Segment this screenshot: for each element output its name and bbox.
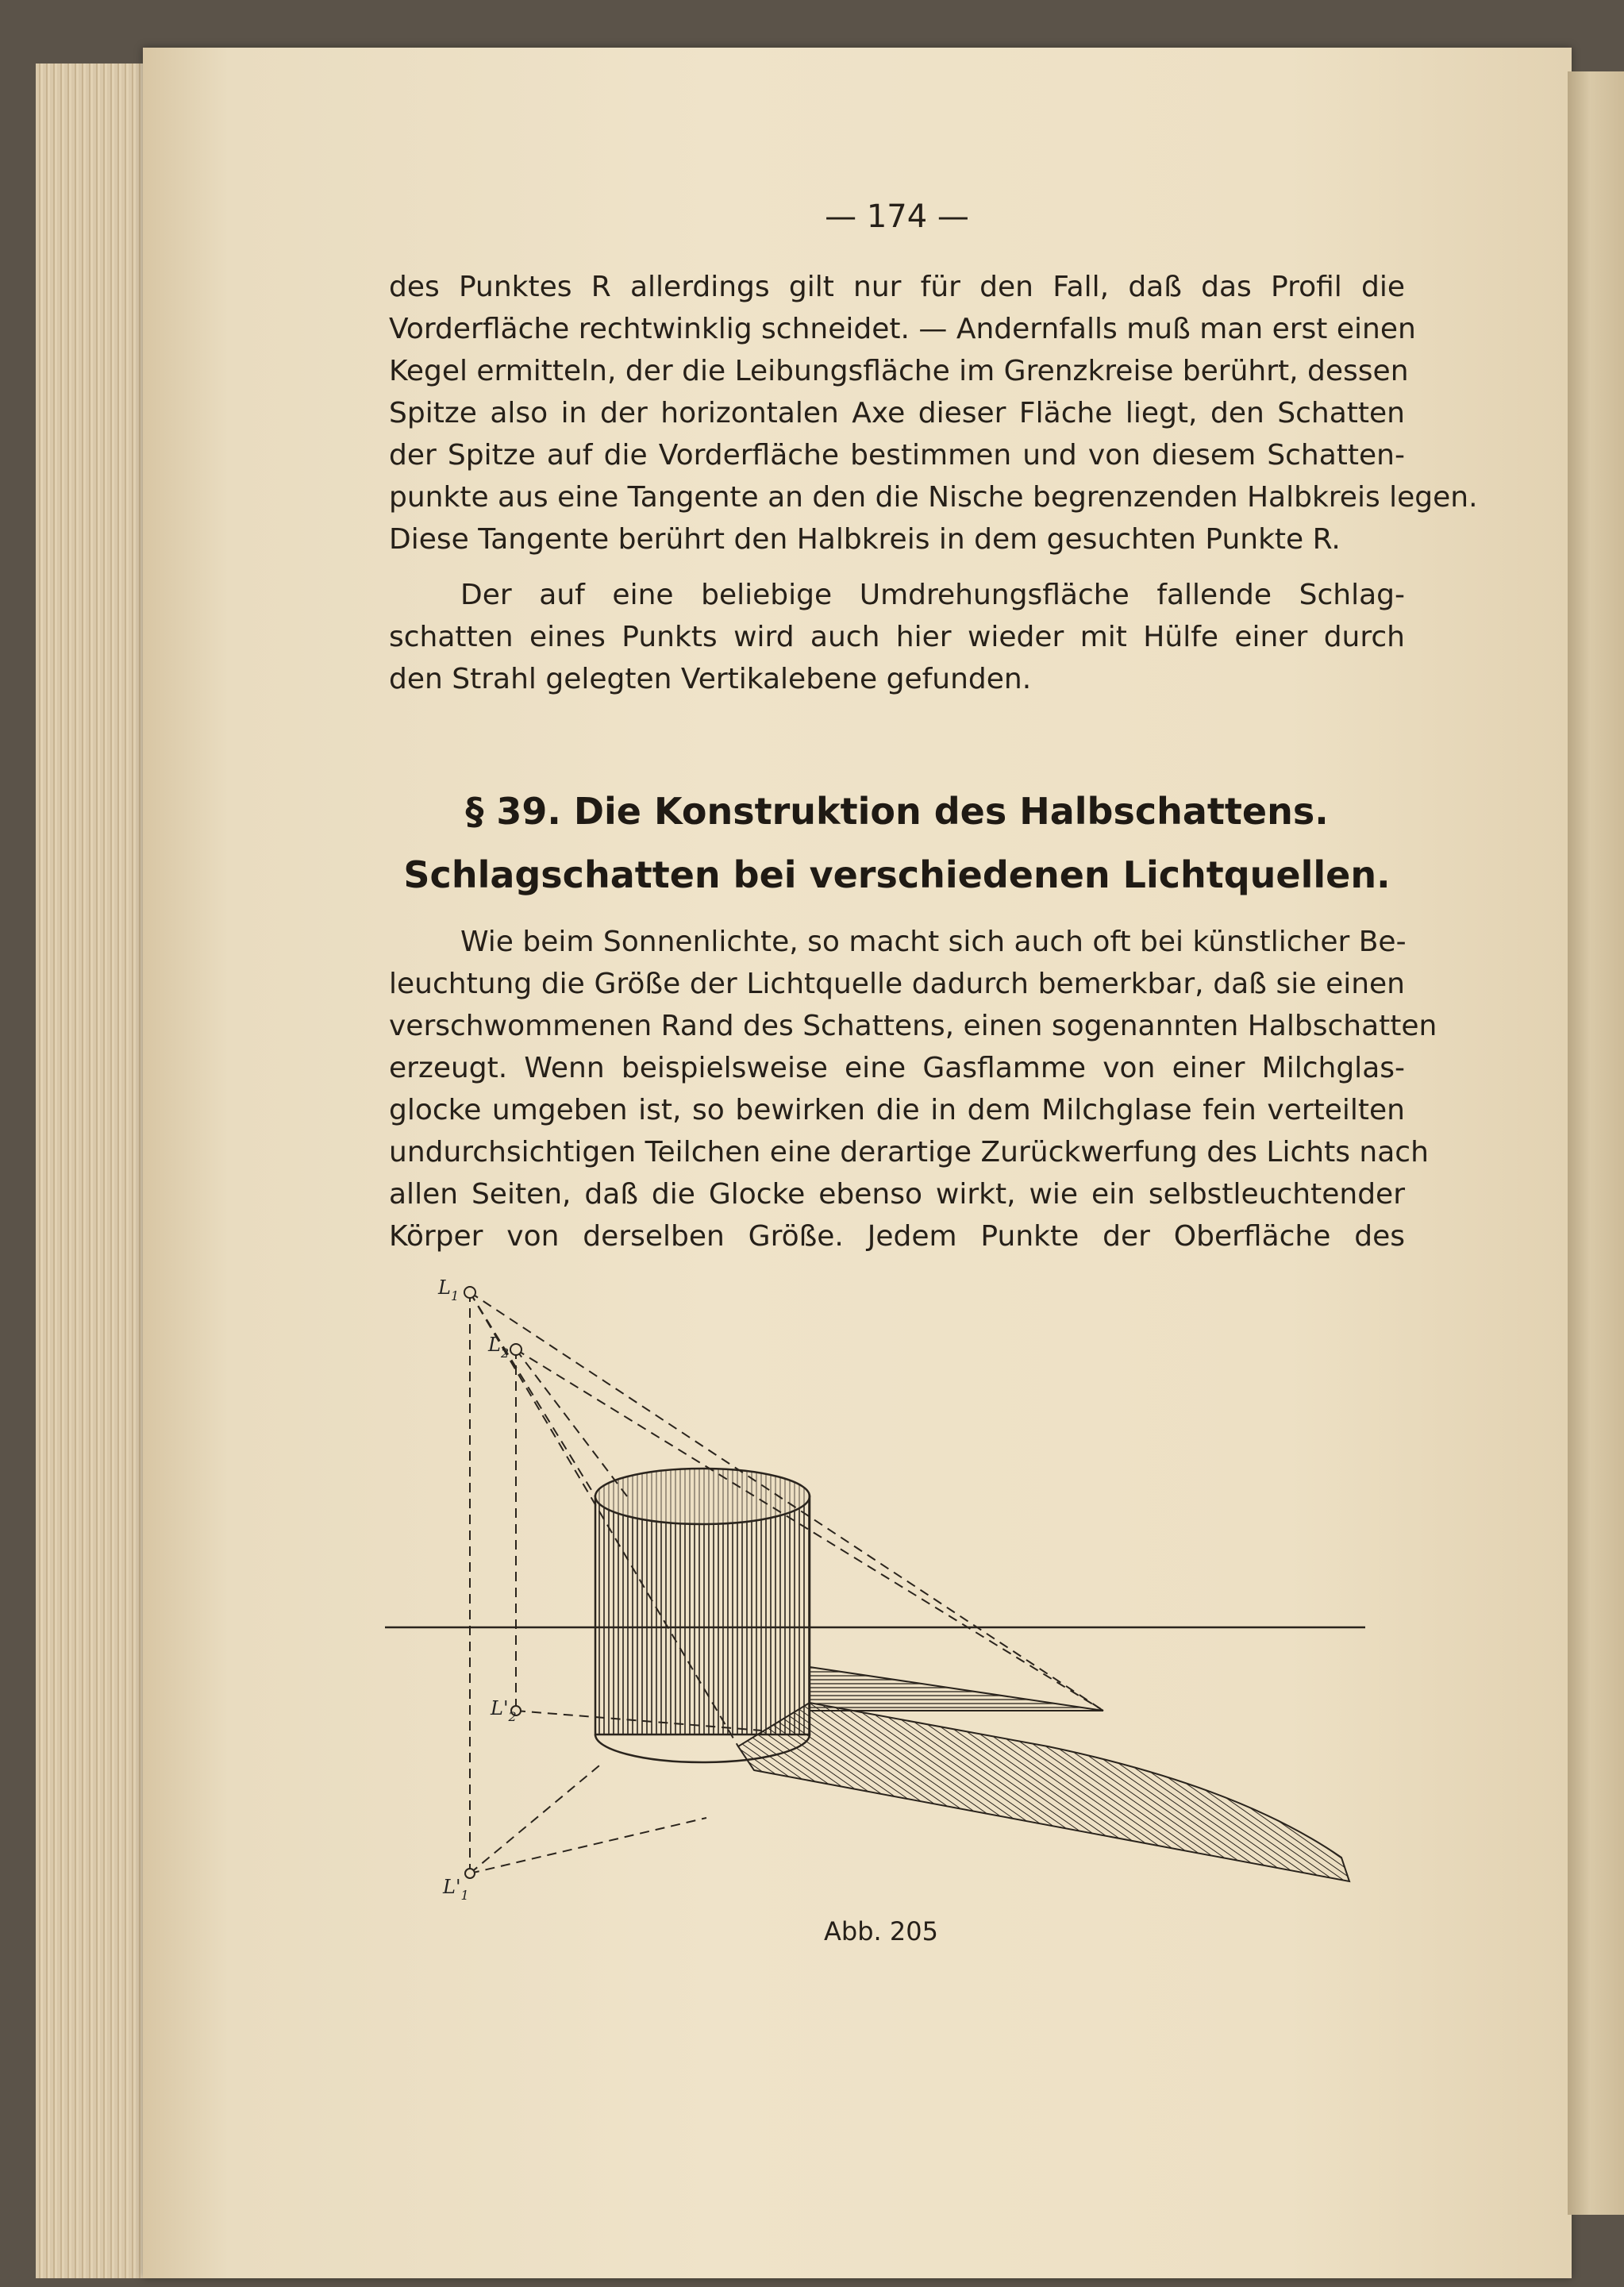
text-line: des Punktes R allerdings gilt nur für den Fall, daß das Profil die bbox=[389, 271, 1405, 303]
text-line: leuchtung die Größe der Lichtquelle dadurch bemerkbar, daß sie einen bbox=[389, 968, 1405, 1000]
text-line: Wie beim Sonnenlichte, so macht sich auch oft bei künstlicher Be- bbox=[460, 926, 1407, 958]
figure-caption: Abb. 205 bbox=[824, 1916, 938, 1946]
section-heading-line-2: Schlagschatten bei verschiedenen Lichtquellen. bbox=[403, 853, 1391, 896]
text-line: schatten eines Punkts wird auch hier wieder mit Hülfe einer durch bbox=[389, 621, 1405, 653]
label-l2-prime: $L'_2$ bbox=[491, 1697, 517, 1724]
facing-page-edge bbox=[1568, 71, 1624, 2215]
text-line: glocke umgeben ist, so bewirken die in dem Milchglase fein verteilten bbox=[389, 1094, 1405, 1126]
text-line: erzeugt. Wenn beispielsweise eine Gasflamme von einer Milchglas- bbox=[389, 1052, 1405, 1084]
text-line: Der auf eine beliebige Umdrehungsfläche fallende Schlag- bbox=[460, 579, 1405, 611]
paragraph-2 bbox=[389, 574, 1405, 700]
text-line: der Spitze auf die Vorderfläche bestimmen und von diesem Schatten- bbox=[389, 439, 1405, 472]
text-line: den Strahl gelegten Vertikalebene gefunden. bbox=[389, 663, 1032, 695]
label-l1-prime: $L'_1$ bbox=[443, 1876, 469, 1903]
figure-abb-205 bbox=[365, 1270, 1397, 1905]
section-title-1: Die Konstruktion des Halbschattens. bbox=[573, 790, 1329, 833]
label-l2: $L_2$ bbox=[488, 1334, 510, 1361]
text-line: Vorderfläche rechtwinklig schneidet. — Andernfalls muß man erst einen bbox=[389, 313, 1416, 345]
section-heading-line-1 bbox=[389, 790, 1405, 833]
page-number-header: — 174 — bbox=[825, 198, 969, 235]
projection-l1-prime bbox=[465, 1869, 475, 1878]
text-line: verschwommenen Rand des Schattens, einen sogenannten Halbschatten bbox=[389, 1010, 1437, 1042]
light-source-l2 bbox=[510, 1344, 521, 1355]
section-number: § 39. bbox=[465, 790, 561, 833]
light-source-l1 bbox=[464, 1287, 475, 1298]
text-line: allen Seiten, daß die Glocke ebenso wirkt, wie ein selbstleuchtender bbox=[389, 1178, 1405, 1211]
paragraph-3 bbox=[389, 921, 1437, 1257]
text-line: Diese Tangente berührt den Halbkreis in dem gesuchten Punkte R. bbox=[389, 523, 1341, 556]
cylinder-body bbox=[595, 1496, 810, 1735]
text-line: punkte aus eine Tangente an den die Nische begrenzenden Halbkreis legen. bbox=[389, 481, 1478, 514]
text-line: undurchsichtigen Teilchen eine derartige Zurückwerfung des Lichts nach bbox=[389, 1136, 1429, 1169]
page-stack-edges bbox=[36, 64, 155, 2278]
text-line: Spitze also in der horizontalen Axe dieser Fläche liegt, den Schatten bbox=[389, 397, 1405, 429]
half-shadow-region bbox=[738, 1703, 1349, 1881]
core-shadow-region bbox=[810, 1667, 1103, 1711]
text-line: Körper von derselben Größe. Jedem Punkte der Oberfläche des bbox=[389, 1220, 1405, 1253]
text-line: Kegel ermitteln, der die Leibungsfläche im Grenzkreise berührt, dessen bbox=[389, 355, 1409, 387]
label-l1: $L_1$ bbox=[438, 1276, 460, 1303]
paragraph-1 bbox=[389, 266, 1478, 560]
